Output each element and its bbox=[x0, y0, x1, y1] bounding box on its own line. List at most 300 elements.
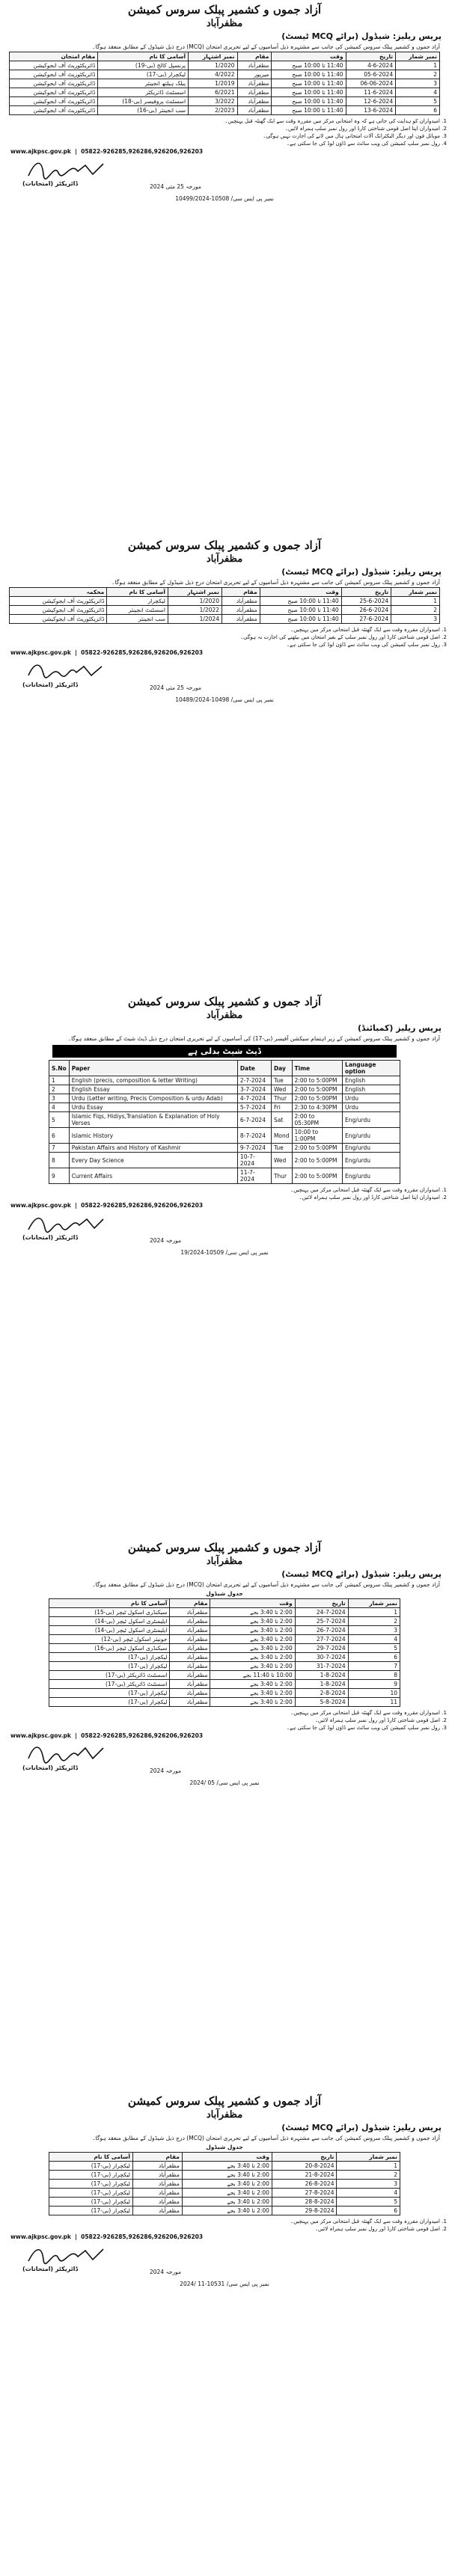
header-cell: Day bbox=[271, 1061, 292, 1076]
table-cell: مظفرآباد bbox=[132, 2189, 182, 2198]
header-cell: وقت bbox=[272, 52, 346, 61]
table-cell: اسسٹنٹ ڈائریکٹر (بی-17) bbox=[49, 1680, 170, 1689]
table-cell: 30-7-2024 bbox=[295, 1653, 348, 1662]
table-cell: 7 bbox=[49, 1144, 70, 1153]
signatory-title: ڈائریکٹر (امتحانات) bbox=[22, 180, 79, 187]
contact-line: www.ajkpsc.gov.pk | 05822-926285,926286,926206,926203 bbox=[10, 649, 204, 656]
table-cell: Urdu bbox=[343, 1103, 400, 1112]
signatory-title: ڈائریکٹر (امتحانات) bbox=[22, 2266, 79, 2272]
table-cell: 6 bbox=[396, 106, 440, 115]
table-cell: مظفرآباد bbox=[132, 2198, 182, 2207]
table-row bbox=[49, 1671, 400, 1680]
phone-numbers: 05822-926285,926286,926206,926203 bbox=[81, 148, 204, 155]
table-cell: 2:00 to 5:00PM bbox=[292, 1144, 343, 1153]
table-cell: English bbox=[343, 1076, 400, 1085]
table-cell: 13-6-2024 bbox=[346, 106, 396, 115]
table-cell: Urdu (Letter writing, Precis Composition & urdu Adab) bbox=[69, 1094, 237, 1103]
table-row bbox=[49, 1626, 400, 1635]
table-cell: 27-7-2024 bbox=[295, 1635, 348, 1644]
table-row bbox=[10, 70, 440, 79]
schedule-table bbox=[49, 2152, 400, 2215]
table-cell: 24-7-2024 bbox=[295, 1608, 348, 1617]
table-cell: 4 bbox=[396, 88, 440, 97]
signature-block bbox=[0, 657, 449, 695]
table-cell: 5 bbox=[49, 1112, 70, 1128]
table-cell: 1 bbox=[49, 1076, 70, 1085]
note-item: 2. امیدواران اپنا اصل قومی شناختی کارڈ اور رول نمبر سلپ ہمراہ لائیں۔ bbox=[9, 125, 440, 132]
note-item: 2. اصل قومی شناختی کارڈ اور رول نمبر سلپ ہمراہ لائیں۔ bbox=[9, 1717, 440, 1724]
table-cell: 11-6-2024 bbox=[346, 88, 396, 97]
header-cell: تاریخ bbox=[295, 1599, 348, 1608]
table-cell: سب انجینئر bbox=[107, 615, 168, 624]
table-row bbox=[10, 61, 440, 70]
header-cell: آسامی کا نام bbox=[107, 588, 168, 597]
table-cell: 1-8-2024 bbox=[295, 1671, 348, 1680]
table-cell: 8 bbox=[348, 1671, 400, 1680]
org-city: مظفرآباد bbox=[206, 1556, 243, 1567]
table-row bbox=[49, 2162, 400, 2171]
table-cell: 29-7-2024 bbox=[295, 1644, 348, 1653]
org-name: آزاد جموں و کشمیر پبلک سروس کمیشن bbox=[127, 2094, 322, 2108]
table-cell: 26-7-2024 bbox=[295, 1626, 348, 1635]
website-link[interactable]: www.ajkpsc.gov.pk bbox=[10, 2233, 71, 2240]
table-cell: لیکچرار (بی-17) bbox=[49, 2198, 133, 2207]
header-cell: نمبر شمار bbox=[348, 1599, 400, 1608]
table-cell: 2:00 تا 3:40 بجے bbox=[210, 1608, 295, 1617]
signatory-title: ڈائریکٹر (امتحانات) bbox=[22, 1234, 79, 1241]
table-row bbox=[10, 79, 440, 88]
table-cell: لیکچرار (بی-17) bbox=[49, 1689, 170, 1698]
table-cell: مظفرآباد bbox=[170, 1635, 210, 1644]
table-cell: 1/2020 bbox=[168, 597, 222, 606]
table-cell: 11:40 تا 10:00 صبح bbox=[272, 106, 346, 115]
table-cell: 3 bbox=[337, 2180, 400, 2189]
table-cell: 25-7-2024 bbox=[295, 1617, 348, 1626]
table-row bbox=[49, 2189, 400, 2198]
signatory-title: ڈائریکٹر (امتحانات) bbox=[22, 1764, 79, 1771]
table-cell: ڈائریکٹوریٹ آف ایجوکیشن bbox=[10, 606, 107, 615]
table-cell: 9 bbox=[49, 1168, 70, 1184]
table-cell: 4 bbox=[49, 1103, 70, 1112]
org-city: مظفرآباد bbox=[206, 553, 243, 565]
signature-icon bbox=[25, 1742, 108, 1764]
notice-title: پریس ریلیز: شیڈول (برائے MCQ ٹیسٹ) bbox=[281, 31, 442, 41]
table-cell: 27-8-2024 bbox=[272, 2189, 337, 2198]
table-cell: ڈائریکٹوریٹ آف ایجوکیشن bbox=[10, 615, 107, 624]
table-cell: 1 bbox=[348, 1608, 400, 1617]
table-cell: Thur bbox=[271, 1168, 292, 1184]
table-cell: مظفرآباد bbox=[132, 2171, 182, 2180]
table-cell: 2:00 تا 3:40 بجے bbox=[210, 1653, 295, 1662]
notice-1 bbox=[0, 0, 449, 203]
notes-list bbox=[0, 2218, 449, 2233]
table-cell: 4/2022 bbox=[189, 70, 237, 79]
table-cell: 26-6-2024 bbox=[341, 606, 391, 615]
notes-list bbox=[0, 626, 449, 648]
table-row bbox=[49, 1662, 400, 1671]
header-cell: آسامی کا نام bbox=[49, 1599, 170, 1608]
signature-block bbox=[0, 1741, 449, 1778]
header-cell: نمبر اشتہار bbox=[189, 52, 237, 61]
website-link[interactable]: www.ajkpsc.gov.pk bbox=[10, 649, 71, 656]
table-cell: 3 bbox=[396, 79, 440, 88]
table-cell: Tue bbox=[271, 1076, 292, 1085]
table-cell: مظفرآباد bbox=[170, 1671, 210, 1680]
table-cell: 3 bbox=[391, 615, 440, 624]
table-cell: 29-8-2024 bbox=[272, 2207, 337, 2215]
note-item: 3. موبائل فون اور دیگر الیکٹرانک آلات امتحانی ہال میں لانے کی اجازت نہیں ہوگی۔ bbox=[9, 132, 440, 140]
table-cell: 2:00 to 5:00PM bbox=[292, 1153, 343, 1168]
header-cell: وقت bbox=[210, 1599, 295, 1608]
table-row bbox=[49, 1608, 400, 1617]
table-cell: 9 bbox=[348, 1680, 400, 1689]
header-cell: نمبر شمار bbox=[391, 588, 440, 597]
table-row bbox=[10, 88, 440, 97]
note-item: 1. امیدواران مقررہ وقت سے ایک گھنٹہ قبل امتحانی مرکز میں پہنچیں۔ bbox=[9, 2218, 440, 2225]
table-subtitle: جدول شیڈول bbox=[206, 1590, 243, 1597]
table-cell: ڈائریکٹوریٹ آف ایجوکیشن bbox=[10, 597, 107, 606]
notice-intro: آزاد جموں و کشمیر پبلک سروس کمیشن کی جانب سے مشتہرہ ذیل آسامیوں کے لیے تحریری امتحان (MCQ) درج ذیل شیڈول کے مطابق منعقد ہوگا۔ bbox=[92, 1581, 440, 1588]
table-cell: لیکچرار (بی-17) bbox=[98, 70, 189, 79]
table-cell: مظفرآباد bbox=[170, 1698, 210, 1707]
table-cell: 6 bbox=[337, 2207, 400, 2215]
table-cell: 1 bbox=[391, 597, 440, 606]
table-cell: 2:00 تا 3:40 بجے bbox=[210, 1689, 295, 1698]
table-cell: Eng/urdu bbox=[343, 1153, 400, 1168]
note-item: 3. رول نمبر سلپ کمیشن کی ویب سائٹ سے ڈاؤن لوڈ کی جا سکتی ہے۔ bbox=[9, 641, 440, 648]
table-cell: لیکچرار (بی-17) bbox=[49, 2171, 133, 2180]
table-row bbox=[49, 1103, 400, 1112]
table-row bbox=[10, 97, 440, 106]
table-subtitle: جدول شیڈول bbox=[206, 2144, 243, 2150]
website-link[interactable]: www.ajkpsc.gov.pk bbox=[10, 148, 71, 155]
table-cell: 1 bbox=[396, 61, 440, 70]
table-row bbox=[49, 2207, 400, 2215]
table-cell: 21-8-2024 bbox=[272, 2171, 337, 2180]
table-cell: مظفرآباد bbox=[170, 1680, 210, 1689]
website-link[interactable]: www.ajkpsc.gov.pk bbox=[10, 1202, 71, 1209]
header-cell: Date bbox=[237, 1061, 271, 1076]
table-cell: جونیئر اسکول ٹیچر (بی-12) bbox=[49, 1635, 170, 1644]
table-cell: 2:00 to 5:00PM bbox=[292, 1094, 343, 1103]
table-cell: مظفرآباد bbox=[222, 597, 260, 606]
header-cell: نمبر شمار bbox=[396, 52, 440, 61]
table-cell: 2:00 تا 3:40 بجے bbox=[182, 2189, 272, 2198]
contact-line: www.ajkpsc.gov.pk | 05822-926285,926286,926206,926203 bbox=[10, 148, 204, 155]
header-cell: Language option bbox=[343, 1061, 400, 1076]
table-row bbox=[49, 1168, 400, 1184]
table-row bbox=[10, 106, 440, 115]
table-cell: 1-8-2024 bbox=[295, 1680, 348, 1689]
header-cell: آسامی کا نام bbox=[98, 52, 189, 61]
table-row bbox=[49, 1085, 400, 1094]
table-cell: 7 bbox=[348, 1662, 400, 1671]
table-cell: 2:00 تا 3:40 بجے bbox=[210, 1680, 295, 1689]
table-cell: 2-8-2024 bbox=[295, 1689, 348, 1698]
table-cell: 10:00 تا 11:40 بجے bbox=[210, 1671, 295, 1680]
table-cell: سب انجینئر (بی-16) bbox=[98, 106, 189, 115]
table-cell: ڈائریکٹوریٹ آف ایجوکیشن bbox=[10, 79, 98, 88]
header-cell: محکمہ bbox=[10, 588, 107, 597]
table-cell: 2:00 to 05:30PM bbox=[292, 1112, 343, 1128]
table-cell: 8-7-2024 bbox=[237, 1128, 271, 1144]
table-cell: مظفرآباد bbox=[170, 1644, 210, 1653]
table-cell: 2:00 تا 3:40 بجے bbox=[182, 2198, 272, 2207]
schedule-table bbox=[9, 52, 440, 115]
table-cell: مظفرآباد bbox=[132, 2207, 182, 2215]
table-cell: 11:40 تا 10:00 صبح bbox=[260, 615, 341, 624]
org-city: مظفرآباد bbox=[206, 2109, 243, 2120]
table-cell: 6 bbox=[348, 1653, 400, 1662]
table-cell: لیکچرار (بی-17) bbox=[49, 1653, 170, 1662]
table-cell: مظفرآباد bbox=[132, 2180, 182, 2189]
table-cell: 3 bbox=[49, 1094, 70, 1103]
table-cell: 6 bbox=[49, 1128, 70, 1144]
phone-numbers: 05822-926285,926286,926206,926203 bbox=[81, 649, 204, 656]
contact-line: www.ajkpsc.gov.pk | 05822-926285,926286,926206,926203 bbox=[10, 2233, 204, 2240]
notice-date: مورخہ 25 مئی 2024 bbox=[150, 183, 201, 190]
table-cell: 11:40 تا 10:00 صبح bbox=[272, 88, 346, 97]
table-cell: Tue bbox=[271, 1144, 292, 1153]
table-cell: 5-8-2024 bbox=[295, 1698, 348, 1707]
table-row bbox=[49, 1094, 400, 1103]
table-row bbox=[49, 1689, 400, 1698]
table-cell: 2-7-2024 bbox=[237, 1076, 271, 1085]
table-cell: 2:00 تا 3:40 بجے bbox=[210, 1626, 295, 1635]
table-cell: مظفرآباد bbox=[170, 1689, 210, 1698]
table-cell: 2:00 to 5:00PM bbox=[292, 1168, 343, 1184]
table-cell: مظفرآباد bbox=[237, 61, 272, 70]
notice-2 bbox=[0, 539, 449, 705]
table-cell: مظفرآباد bbox=[170, 1617, 210, 1626]
table-cell: Pakistan Affairs and History of Kashmir bbox=[69, 1144, 237, 1153]
table-row bbox=[49, 1112, 400, 1128]
table-row bbox=[49, 1617, 400, 1626]
table-cell: لیکچرار (بی-17) bbox=[49, 2162, 133, 2171]
table-cell: 2/2023 bbox=[189, 106, 237, 115]
table-cell: 4-6-2024 bbox=[346, 61, 396, 70]
phone-numbers: 05822-926285,926286,926206,926203 bbox=[81, 2233, 204, 2240]
header-cell: تاریخ bbox=[272, 2153, 337, 2162]
table-cell: Eng/urdu bbox=[343, 1168, 400, 1184]
notice-5 bbox=[0, 2094, 449, 2289]
table-cell: 2:00 to 5:00PM bbox=[292, 1085, 343, 1094]
table-cell: 3 bbox=[348, 1626, 400, 1635]
table-row bbox=[49, 1680, 400, 1689]
signature-icon bbox=[25, 1212, 108, 1234]
table-cell: ڈائریکٹوریٹ آف ایجوکیشن bbox=[10, 97, 98, 106]
table-cell: 5-7-2024 bbox=[237, 1103, 271, 1112]
notice-date: مورخہ 2024 bbox=[150, 2269, 182, 2275]
signature-block bbox=[0, 2242, 449, 2279]
table-row bbox=[49, 1153, 400, 1168]
website-link[interactable]: www.ajkpsc.gov.pk bbox=[10, 1732, 71, 1739]
reference-number: نمبر پی ایس سی/ 10508-10499/2024 bbox=[175, 195, 274, 202]
table-cell: میرپور bbox=[237, 70, 272, 79]
table-cell: 06-06-2024 bbox=[346, 79, 396, 88]
notice-intro: آزاد جموں و کشمیر پبلک سروس کمیشن کی جانب سے مشتہرہ ذیل آسامیوں کے لیے تحریری امتحان (MCQ) درج ذیل شیڈول کے مطابق منعقد ہوگا۔ bbox=[92, 2135, 440, 2141]
table-cell: 20-8-2024 bbox=[272, 2162, 337, 2171]
notice-date: مورخہ 25 مئی 2024 bbox=[150, 684, 201, 691]
table-cell: لیکچرار bbox=[107, 597, 168, 606]
header-cell: مقام bbox=[237, 52, 272, 61]
notice-intro: آزاد جموں و کشمیر پبلک سروس کمیشن کی جانب سے مشتہرہ ذیل آسامیوں کے لیے تحریری امتحان (MCQ) درج ذیل شیڈول کے مطابق منعقد ہوگا۔ bbox=[92, 43, 440, 50]
table-cell: 2:30 to 4:30PM bbox=[292, 1103, 343, 1112]
table-cell: 6-7-2024 bbox=[237, 1112, 271, 1128]
header-cell: نمبر اشتہار bbox=[168, 588, 222, 597]
table-cell: لیکچرار (بی-17) bbox=[49, 2207, 133, 2215]
table-cell: 5 bbox=[348, 1644, 400, 1653]
table-cell: Wed bbox=[271, 1085, 292, 1094]
table-cell: لیکچرار (بی-17) bbox=[49, 2189, 133, 2198]
notice-title: پریس ریلیز: شیڈول (برائے MCQ ٹیسٹ) bbox=[281, 567, 442, 577]
table-cell: پرنسپل کالج (بی-19) bbox=[98, 61, 189, 70]
reference-number: نمبر پی ایس سی/ 05 /2024 bbox=[189, 1779, 260, 1786]
table-cell: لیکچرار (بی-17) bbox=[49, 2180, 133, 2189]
table-cell: ڈائریکٹوریٹ آف ایجوکیشن bbox=[10, 106, 98, 115]
table-cell: 2:00 تا 3:40 بجے bbox=[210, 1698, 295, 1707]
table-cell: 26-8-2024 bbox=[272, 2180, 337, 2189]
date-sheet-table bbox=[49, 1060, 400, 1184]
table-cell: ڈائریکٹوریٹ آف ایجوکیشن bbox=[10, 61, 98, 70]
header-cell: تاریخ bbox=[346, 52, 396, 61]
table-cell: 31-7-2024 bbox=[295, 1662, 348, 1671]
table-cell: 12-6-2024 bbox=[346, 97, 396, 106]
header-cell: Paper bbox=[69, 1061, 237, 1076]
notice-3 bbox=[0, 995, 449, 1257]
table-cell: Eng/urdu bbox=[343, 1112, 400, 1128]
table-cell: 1/2024 bbox=[168, 615, 222, 624]
table-cell: Mond bbox=[271, 1128, 292, 1144]
table-cell: 11:40 تا 10:00 صبح bbox=[260, 606, 341, 615]
signature-icon bbox=[25, 158, 108, 180]
table-cell: 28-8-2024 bbox=[272, 2198, 337, 2207]
table-cell: 4-7-2024 bbox=[237, 1094, 271, 1103]
schedule-table bbox=[49, 1598, 400, 1707]
phone-numbers: 05822-926285,926286,926206,926203 bbox=[81, 1732, 204, 1739]
table-cell: 1/2020 bbox=[189, 61, 237, 70]
table-cell: ایلیمنٹری اسکول ٹیچر (بی-14) bbox=[49, 1626, 170, 1635]
contact-line: www.ajkpsc.gov.pk | 05822-926285,926286,926206,926203 bbox=[10, 1732, 204, 1739]
table-row bbox=[10, 615, 440, 624]
table-cell: Eng/urdu bbox=[343, 1144, 400, 1153]
table-cell: 2:00 to 5:00PM bbox=[292, 1076, 343, 1085]
org-name: آزاد جموں و کشمیر پبلک سروس کمیشن bbox=[127, 1541, 322, 1554]
table-cell: 27-6-2024 bbox=[341, 615, 391, 624]
note-item: 1. امیدواران کو ہدایت کی جاتی ہے کہ وہ امتحانی مرکز میں مقررہ وقت سے ایک گھنٹہ قبل پہنچیں۔ bbox=[9, 117, 440, 125]
table-cell: ایلیمنٹری اسکول ٹیچر (بی-14) bbox=[49, 1617, 170, 1626]
table-cell: 1/2022 bbox=[168, 606, 222, 615]
table-cell: ڈائریکٹوریٹ آف ایجوکیشن bbox=[10, 70, 98, 79]
table-cell: 10 bbox=[348, 1689, 400, 1698]
table-cell: 1/2019 bbox=[189, 79, 237, 88]
signature-icon bbox=[25, 659, 108, 681]
table-header-row bbox=[49, 1599, 400, 1608]
table-cell: 4 bbox=[348, 1635, 400, 1644]
table-cell: Islamic Fiqs, Hidiys,Translation & Explanation of Holy Verses bbox=[69, 1112, 237, 1128]
schedule-table bbox=[9, 587, 440, 624]
notes-list bbox=[0, 1709, 449, 1732]
table-row bbox=[10, 597, 440, 606]
table-cell: 4 bbox=[337, 2189, 400, 2198]
phone-numbers: 05822-926285,926286,926206,926203 bbox=[81, 1202, 204, 1209]
table-header-row bbox=[10, 588, 440, 597]
table-cell: English (precis, composition & letter Writing) bbox=[69, 1076, 237, 1085]
table-cell: 2:00 تا 3:40 بجے bbox=[210, 1662, 295, 1671]
note-item: 2. اصل قومی شناختی کارڈ اور رول نمبر سلپ ہمراہ لائیں۔ bbox=[9, 2225, 440, 2233]
table-cell: 10:00 to 1:00PM bbox=[292, 1128, 343, 1144]
table-cell: مظفرآباد bbox=[237, 97, 272, 106]
table-header-row bbox=[10, 52, 440, 61]
table-cell: Eng/urdu bbox=[343, 1128, 400, 1144]
table-cell: 10-7-2024 bbox=[237, 1153, 271, 1168]
table-cell: 2:00 تا 3:40 بجے bbox=[210, 1635, 295, 1644]
table-cell: 2 bbox=[49, 1085, 70, 1094]
table-cell: 2:00 تا 3:40 بجے bbox=[182, 2171, 272, 2180]
table-cell: مظفرآباد bbox=[237, 79, 272, 88]
table-cell: اسسٹنٹ ڈائریکٹر (بی-17) bbox=[49, 1671, 170, 1680]
table-cell: 1 bbox=[337, 2162, 400, 2171]
table-row bbox=[49, 1128, 400, 1144]
notice-date: مورخہ 2024 bbox=[150, 1237, 182, 1244]
org-name: آزاد جموں و کشمیر پبلک سروس کمیشن bbox=[127, 3, 322, 16]
table-cell: مظفرآباد bbox=[222, 615, 260, 624]
table-cell: 2:00 تا 3:40 بجے bbox=[182, 2207, 272, 2215]
table-cell: 2:00 تا 3:40 بجے bbox=[210, 1617, 295, 1626]
header-cell: مقام bbox=[222, 588, 260, 597]
table-cell: 11:40 تا 10:00 صبح bbox=[272, 79, 346, 88]
table-cell: Sat bbox=[271, 1112, 292, 1128]
header-cell: Time bbox=[292, 1061, 343, 1076]
table-cell: ڈائریکٹوریٹ آف ایجوکیشن bbox=[10, 88, 98, 97]
table-row bbox=[49, 2198, 400, 2207]
table-row bbox=[49, 1635, 400, 1644]
notes-list bbox=[0, 117, 449, 147]
table-cell: 2:00 تا 3:40 بجے bbox=[182, 2162, 272, 2171]
signature-block bbox=[0, 156, 449, 194]
header-cell: مقام bbox=[170, 1599, 210, 1608]
notice-title: پریس ریلیز: شیڈول (برائے MCQ ٹیسٹ) bbox=[281, 1569, 442, 1579]
table-cell: 11:40 تا 10:00 صبح bbox=[260, 597, 341, 606]
note-item: 1. امیدواران مقررہ وقت سے ایک گھنٹہ قبل امتحانی مرکز میں پہنچیں۔ bbox=[9, 1186, 440, 1194]
table-cell: اسسٹنٹ انجینئر bbox=[107, 606, 168, 615]
table-cell: مظفرآباد bbox=[170, 1653, 210, 1662]
signature-block bbox=[0, 1210, 449, 1248]
table-row bbox=[49, 1644, 400, 1653]
table-cell: 05-6-2024 bbox=[346, 70, 396, 79]
note-item: 4. رول نمبر سلپ کمیشن کی ویب سائٹ سے ڈاؤن لوڈ کی جا سکتی ہے۔ bbox=[9, 140, 440, 147]
notice-title: پریس ریلیز (کمبائنڈ) bbox=[357, 1023, 442, 1033]
note-item: 1. امیدواران مقررہ وقت سے ایک گھنٹہ قبل امتحانی مرکز میں پہنچیں۔ bbox=[9, 1709, 440, 1717]
table-cell: 6/2021 bbox=[189, 88, 237, 97]
org-name: آزاد جموں و کشمیر پبلک سروس کمیشن bbox=[127, 995, 322, 1008]
table-row bbox=[49, 1653, 400, 1662]
date-sheet-banner: ڈیٹ شیٹ بدلی ہے bbox=[52, 1045, 397, 1058]
table-cell: 25-6-2024 bbox=[341, 597, 391, 606]
table-cell: پبلک ہیلتھ انجینئر bbox=[98, 79, 189, 88]
table-row bbox=[10, 606, 440, 615]
notice-intro: آزاد جموں و کشمیر پبلک سروس کمیشن کی جانب سے مشتہرہ ذیل آسامیوں کے لیے تحریری امتحان درج ذیل شیڈول کے مطابق منعقد ہوگا۔ bbox=[112, 579, 440, 586]
table-cell: 5 bbox=[337, 2198, 400, 2207]
notice-4 bbox=[0, 1541, 449, 1788]
notice-date: مورخہ 2024 bbox=[150, 1767, 182, 1774]
table-cell: 2:00 تا 3:40 بجے bbox=[210, 1644, 295, 1653]
notice-intro: آزاد جموں و کشمیر پبلک سروس کمیشن کے زیر اہتمام سیکشن آفیسر (بی-17) کی آسامیوں کے لیے تحریری امتحان درج ذیل ڈیٹ شیٹ کے مطابق منعقد ہوگا۔ bbox=[67, 1035, 440, 1042]
table-cell: 2 bbox=[348, 1617, 400, 1626]
table-cell: Fri bbox=[271, 1103, 292, 1112]
table-cell: 3-7-2024 bbox=[237, 1085, 271, 1094]
table-cell: Current Affairs bbox=[69, 1168, 237, 1184]
